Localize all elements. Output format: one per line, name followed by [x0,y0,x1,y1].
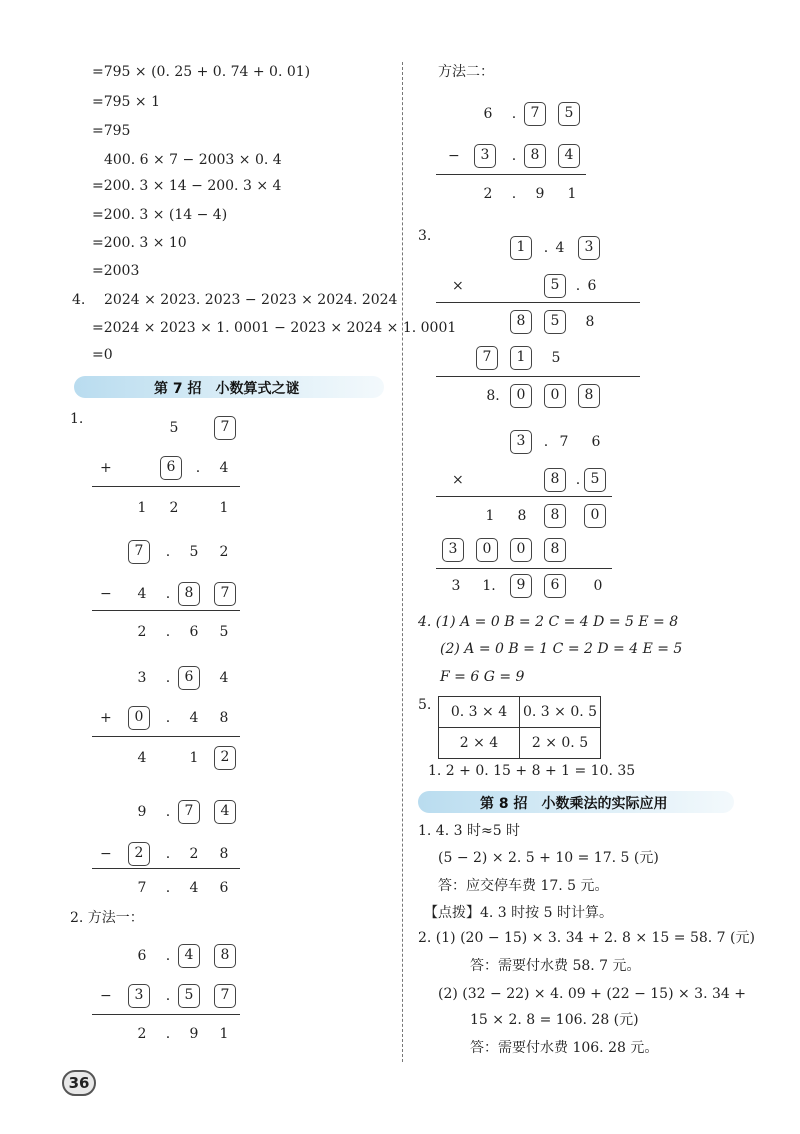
result-line [436,302,640,303]
calc-line: =795 × (0. 25 + 0. 74 + 0. 01) [92,64,311,80]
answer-box: 7 [214,582,236,606]
decimal-point: . [511,186,517,202]
answer-box: 3 [128,984,150,1008]
digit: 4 [137,750,147,766]
section-header-8 [418,791,734,813]
answer-box: 0 [584,504,606,528]
calc-line: =2003 [92,263,140,279]
answer-box: 5 [178,984,200,1008]
answer-line: F = 6 G = 9 [440,669,525,685]
decimal-point: . [575,472,581,488]
answer-box: 8 [178,582,200,606]
digit: 7 [137,880,147,896]
table-cell: 0. 3 × 0. 5 [520,697,601,728]
digit: 4 [219,670,229,686]
answer-box: 2 [128,842,150,866]
digit: 1 [485,508,495,524]
calc-line: =795 [92,123,131,139]
digit: 8 [517,508,527,524]
question-number: 1. [70,411,84,427]
answer-box: 8 [524,144,546,168]
answer-box: 8 [544,504,566,528]
decimal-point: . [165,948,171,964]
answer-box: 5 [584,468,606,492]
digit: 5 [169,420,179,436]
digit: 9 [535,186,545,202]
answer-box: 7 [524,102,546,126]
answer-line: 4. (1) A = 0 B = 2 C = 4 D = 5 E = 8 [418,614,679,630]
answer-box: 4 [558,144,580,168]
answer-line: 1. 2 + 0. 15 + 8 + 1 = 10. 35 [428,763,636,779]
digit: 6 [483,106,493,122]
minus-sign: − [100,846,112,862]
page-number: 36 [62,1070,96,1096]
answer-box: 9 [510,574,532,598]
expression-table [438,696,601,759]
plus-sign: + [100,460,112,476]
section-title: 第 7 招 小数算式之谜 [154,381,300,397]
answer-box: 7 [214,416,236,440]
answer-box: 0 [510,538,532,562]
digit: 6 [219,880,229,896]
answer-box: 7 [214,984,236,1008]
digit: 4 [137,586,147,602]
digit: 1. [482,578,496,594]
digit: 6 [137,948,147,964]
plus-sign: + [100,710,112,726]
question-number: 4. [72,292,86,308]
decimal-point: . [165,586,171,602]
minus-sign: − [448,148,460,164]
decimal-point: . [165,804,171,820]
result-line [92,868,240,869]
result-line [92,610,240,611]
decimal-point: . [165,710,171,726]
digit: 4 [189,710,199,726]
answer-box: 0 [128,706,150,730]
answer-box: 3 [510,430,532,454]
table-cell: 2 × 0. 5 [520,728,601,759]
question-number: 2. 方法一： [70,910,144,926]
question-number: 5. [418,697,432,713]
times-sign: × [452,472,464,488]
decimal-point: . [195,460,201,476]
answer-box: 3 [442,538,464,562]
answer-box: 7 [178,800,200,824]
minus-sign: − [100,586,112,602]
answer-line: 2. (1) (20 − 15) × 3. 34 + 2. 8 × 15 = 58. 7 (元) [418,930,755,946]
answer-box: 5 [544,274,566,298]
digit: 2 [219,544,229,560]
digit: 3 [137,670,147,686]
answer-line: (2) (32 − 22) × 4. 09 + (22 − 15) × 3. 34 + [438,986,746,1002]
digit: 6 [189,624,199,640]
digit: 4 [219,460,229,476]
answer-box: 6 [178,666,200,690]
digit: 2 [137,624,147,640]
digit: 8. [486,388,500,404]
calc-line: =200. 3 × 10 [92,235,187,251]
answer-box: 0 [544,384,566,408]
decimal-point: . [165,1026,171,1042]
answer-box: 0 [510,384,532,408]
calc-line: =2024 × 2023 × 1. 0001 − 2023 × 2024 × 1. 0001 [92,320,457,336]
decimal-point: . [543,434,549,450]
section-title: 第 8 招 小数乘法的实际应用 [480,796,668,812]
decimal-point: . [511,106,517,122]
result-line [436,568,612,569]
digit: 1 [219,1026,229,1042]
digit: 2 [189,846,199,862]
digit: 5 [219,624,229,640]
answer-box: 1 [510,236,532,260]
question-number: 3. [418,228,432,244]
answer-box: 7 [476,346,498,370]
digit: 1 [189,750,199,766]
result-line [436,174,586,175]
minus-sign: − [100,988,112,1004]
decimal-point: . [165,988,171,1004]
result-line [436,376,640,377]
section-header-7 [74,376,384,398]
digit: 2 [137,1026,147,1042]
digit: 8 [219,710,229,726]
answer-box: 2 [214,746,236,770]
answer-line: 答：需要付水费 58. 7 元。 [470,958,641,974]
times-sign: × [452,278,464,294]
digit: 6 [591,434,601,450]
answer-box: 6 [160,456,182,480]
digit: 8 [585,314,595,330]
answer-box: 5 [544,310,566,334]
decimal-point: . [165,624,171,640]
digit: 4 [189,880,199,896]
calc-line: =200. 3 × 14 − 200. 3 × 4 [92,178,282,194]
digit: 6 [587,278,597,294]
answer-box: 8 [510,310,532,334]
digit: 5 [189,544,199,560]
calc-line: 2024 × 2023. 2023 − 2023 × 2024. 2024 [104,292,398,308]
answer-box: 8 [578,384,600,408]
digit: 9 [189,1026,199,1042]
calc-line: =0 [92,347,113,363]
digit: 0 [593,578,603,594]
answer-box: 4 [214,800,236,824]
result-line [92,1014,240,1015]
table-cell: 2 × 4 [439,728,520,759]
answer-line: 15 × 2. 8 = 106. 28 (元) [470,1012,639,1028]
digit: 4 [555,240,565,256]
result-line [436,496,612,497]
answer-line: 答：应交停车费 17. 5 元。 [438,878,609,894]
digit: 7 [559,434,569,450]
digit: 2 [483,186,493,202]
answer-box: 3 [474,144,496,168]
answer-box: 8 [544,538,566,562]
table-cell: 0. 3 × 4 [439,697,520,728]
answer-box: 0 [476,538,498,562]
digit: 3 [451,578,461,594]
result-line [92,736,240,737]
answer-box: 4 [178,944,200,968]
calc-line: =200. 3 × (14 − 4) [92,207,228,223]
digit: 8 [219,846,229,862]
answer-line: 1. 4. 3 时≈5 时 [418,823,521,839]
answer-box: 6 [544,574,566,598]
answer-box: 5 [558,102,580,126]
digit: 1 [219,500,229,516]
method-title: 方法二： [438,64,494,80]
digit: 2 [169,500,179,516]
calc-line: =795 × 1 [92,94,160,110]
decimal-point: . [165,846,171,862]
column-divider [402,62,403,1062]
digit: 9 [137,804,147,820]
decimal-point: . [165,670,171,686]
answer-box: 3 [578,236,600,260]
answer-box: 8 [544,468,566,492]
digit: 1 [137,500,147,516]
decimal-point: . [543,240,549,256]
result-line [92,486,240,487]
answer-box: 8 [214,944,236,968]
answer-line: 答：需要付水费 106. 28 元。 [470,1040,659,1056]
answer-line: (2) A = 0 B = 1 C = 2 D = 4 E = 5 [440,641,683,657]
decimal-point: . [511,148,517,164]
decimal-point: . [165,544,171,560]
answer-line: 【点拨】4. 3 时按 5 时计算。 [424,905,613,921]
digit: 1 [567,186,577,202]
answer-box: 1 [510,346,532,370]
decimal-point: . [165,880,171,896]
decimal-point: . [575,278,581,294]
calc-line: 400. 6 × 7 − 2003 × 0. 4 [104,152,282,168]
answer-line: (5 − 2) × 2. 5 + 10 = 17. 5 (元) [438,850,659,866]
answer-box: 7 [128,540,150,564]
digit: 5 [551,350,561,366]
